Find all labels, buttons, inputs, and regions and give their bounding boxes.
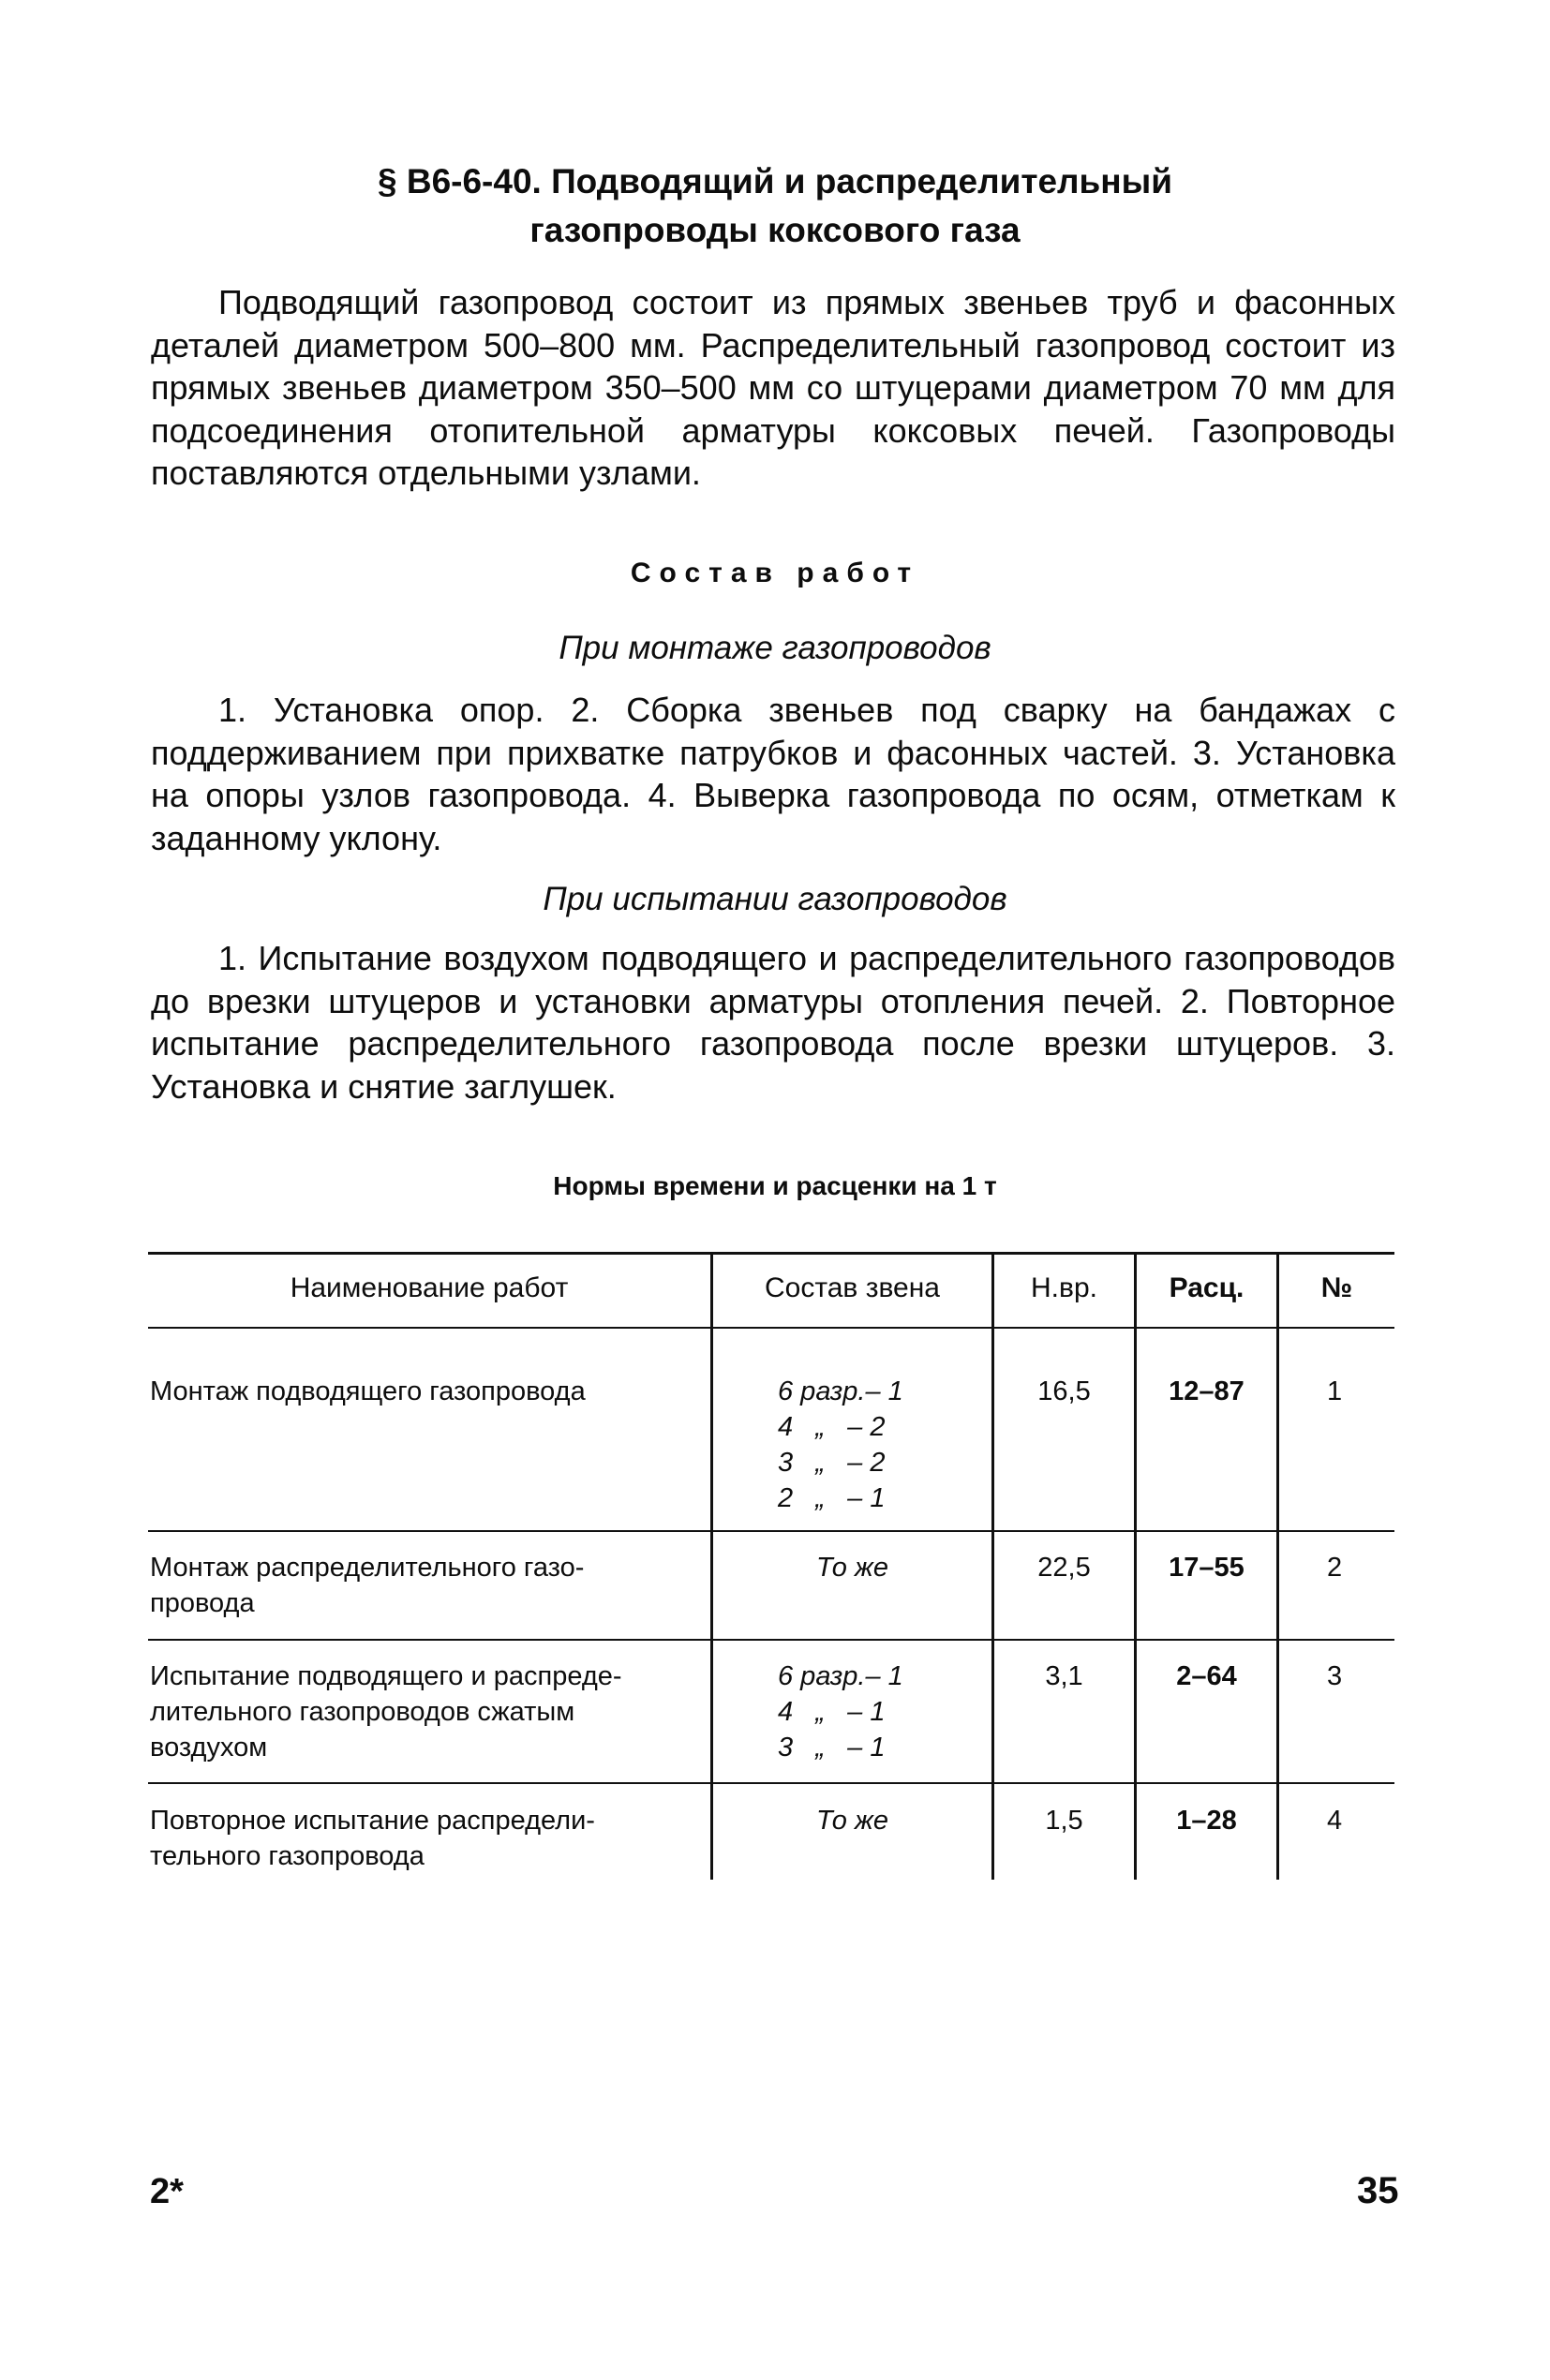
table-row — [150, 1659, 703, 1765]
header-number: № — [1320, 1272, 1353, 1303]
work-name-line: воздухом — [150, 1733, 268, 1763]
crew-line: 6 разр.– 1 — [778, 1376, 903, 1406]
rate: 17–55 — [1169, 1553, 1244, 1583]
header-time-norm: Н.вр. — [1031, 1272, 1097, 1303]
table-row — [150, 1374, 703, 1409]
header-work-name: Наименование работ — [290, 1272, 569, 1303]
header-rate: Расц. — [1169, 1272, 1244, 1303]
testing-paragraph — [151, 937, 1395, 1108]
time-norm: 3,1 — [1045, 1661, 1083, 1691]
crew-composition — [778, 1374, 903, 1516]
header-crew: Состав звена — [764, 1272, 940, 1303]
crew-line: 2 „ – 1 — [778, 1483, 886, 1513]
work-name: Монтаж подводящего газопровода — [150, 1376, 586, 1406]
testing-text: 1. Испытание воздухом подводящего и распределительного газопроводов до врезки штуцеров и установки арматуры отопления печей. 2. Повторное испытание распределительного газопровода после врезки штуцеров. 3. Установка и снятие заглушек. — [151, 939, 1395, 1106]
subheading-testing: При испытании газопроводов — [543, 881, 1007, 917]
work-name-line: Испытание подводящего и распреде- — [150, 1661, 622, 1691]
row-divider — [148, 1530, 1394, 1532]
table-row — [150, 1550, 703, 1621]
time-norm: 1,5 — [1045, 1806, 1083, 1836]
page-number: 35 — [1357, 2170, 1399, 2211]
row-number: 1 — [1327, 1376, 1343, 1406]
signature-mark: 2* — [150, 2172, 184, 2211]
work-name-line: Монтаж распределительного газо- — [150, 1553, 585, 1583]
row-divider — [148, 1782, 1394, 1784]
section-heading: Состав работ — [630, 558, 920, 588]
intro-text: Подводящий газопровод состоит из прямых звеньев труб и фасонных деталей диаметром 500–800 мм. Распределительный газопровод состоит из прямых звеньев диаметром 350–500 мм со штуцерами диаметром 70 мм для подсоединения отопительной арматуры коксовых печей. Газопроводы поставляются отдельными узлами. — [151, 283, 1395, 492]
rate: 12–87 — [1169, 1376, 1244, 1406]
row-divider — [148, 1639, 1394, 1641]
row-number: 4 — [1327, 1806, 1343, 1836]
table-caption: Нормы времени и расценки на 1 т — [553, 1171, 997, 1200]
subheading-mounting: При монтаже газопроводов — [559, 630, 991, 666]
row-number: 3 — [1327, 1661, 1343, 1691]
title-line-2: газопроводы коксового газа — [529, 211, 1021, 249]
work-name-line: Повторное испытание распредели- — [150, 1806, 595, 1836]
crew-composition — [778, 1659, 903, 1765]
norms-table — [148, 1252, 1394, 1880]
work-name-line: провода — [150, 1588, 255, 1618]
crew-line: 3 „ – 2 — [778, 1448, 886, 1478]
title-line-1: § В6-6-40. Подводящий и распределительный — [378, 162, 1172, 201]
rate: 1–28 — [1176, 1806, 1237, 1836]
mounting-text: 1. Установка опор. 2. Сборка звеньев под сварку на бандажах с поддерживанием при прихватке патрубков и фасонных частей. 3. Установка на опоры узлов газопровода. 4. Выверка газопровода по осям, отметкам к заданному уклону. — [151, 691, 1395, 857]
time-norm: 16,5 — [1037, 1376, 1091, 1406]
time-norm: 22,5 — [1037, 1553, 1091, 1583]
crew-line: 4 „ – 2 — [778, 1412, 886, 1442]
crew-same: То же — [815, 1553, 889, 1583]
rate: 2–64 — [1176, 1661, 1237, 1691]
header-bottom-rule — [148, 1327, 1394, 1329]
section-title — [0, 157, 1550, 255]
column-divider — [1276, 1252, 1279, 1880]
table-top-rule — [148, 1252, 1394, 1255]
crew-line: 3 „ – 1 — [778, 1733, 886, 1763]
work-name-line: лительного газопроводов сжатым — [150, 1697, 575, 1727]
crew-line: 6 разр.– 1 — [778, 1661, 903, 1691]
intro-paragraph — [151, 281, 1395, 495]
mounting-paragraph — [151, 689, 1395, 859]
crew-line: 4 „ – 1 — [778, 1697, 886, 1727]
row-number: 2 — [1327, 1553, 1343, 1583]
crew-same: То же — [815, 1806, 889, 1836]
work-name-line: тельного газопровода — [150, 1841, 425, 1871]
table-row — [150, 1803, 703, 1874]
